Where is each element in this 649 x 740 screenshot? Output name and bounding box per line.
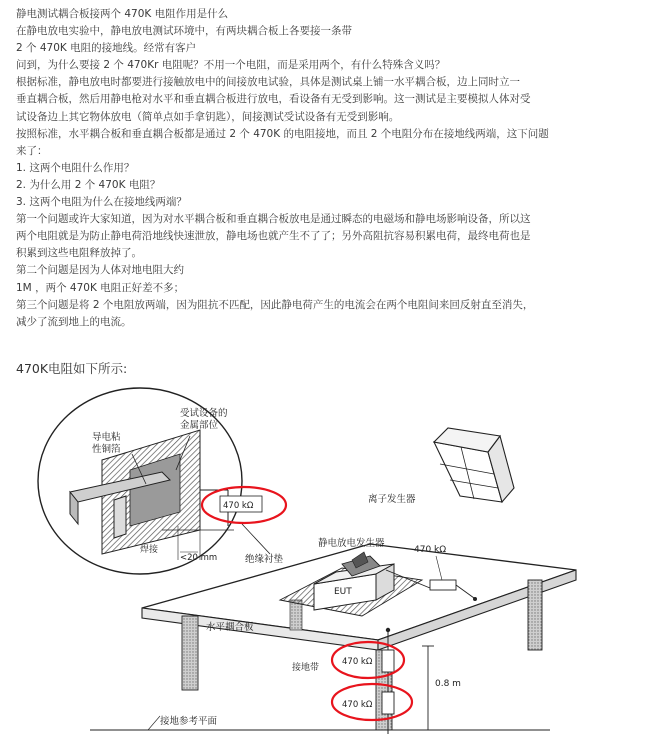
article-paragraph: 第二个问题是因为人体对地电阻大约: [16, 264, 184, 277]
conductive-tape-label-1: 导电粘: [92, 432, 121, 443]
article-paragraph: 问到，为什么要接 2 个 470Kr 电阻呢？不用一个电阻，而是采用两个，有什么特殊含义吗？: [16, 59, 446, 72]
metal-part-label-1: 受试设备的: [180, 408, 228, 419]
weld-label: 焊接: [140, 545, 159, 555]
ion-generator-label: 离子发生器: [368, 494, 416, 505]
conductive-tape-label-2: 性铜箔: [92, 444, 121, 455]
height-label: 0.8 m: [435, 679, 461, 689]
ground-strap-label: 接地带: [292, 663, 320, 673]
article-paragraph: 第一个问题或许大家知道，因为对水平耦合板和垂直耦合板放电是通过瞬态的电磁场和静电场影响设备，所以这: [16, 213, 531, 226]
lower-ground-resistor: [382, 692, 394, 714]
article-paragraph: 根据标准，静电放电时都要进行接触放电中的间接放电试验，具体是测试桌上铺一水平耦合板，边上同时立一: [16, 76, 520, 89]
question-item-1: 1. 这两个电阻什么作用？: [16, 161, 135, 174]
esd-setup-figure: [30, 384, 590, 736]
question-item-2: 2. 为什么用 2 个 470K 电阻？: [16, 178, 161, 191]
article-paragraph: 两个电阻就是为防止静电荷沿地线快速泄放，静电场也就产生不了了；另外高阻抗容易积累电荷，最终电荷也是: [16, 230, 531, 243]
lower-resistor-label: 470 kΩ: [342, 700, 373, 710]
eut-label: EUT: [334, 587, 352, 597]
hcp-label: 水平耦合板: [206, 622, 254, 633]
top-resistor: [430, 580, 456, 590]
article-paragraph: 垂直耦合板，然后用静电枪对水平和垂直耦合板进行放电，看设备有无受到影响。这一测试是主要模拟人体对受: [16, 93, 531, 106]
upper-resistor-label: 470 kΩ: [342, 657, 373, 667]
metal-part-label-2: 金属部位: [180, 420, 219, 431]
article-paragraph: 2 个 470K 电阻的接地线。经常有客户: [16, 42, 197, 55]
esd-generator-label: 静电放电发生器: [318, 538, 385, 549]
article-body: [16, 6, 640, 331]
distance-label: <20 mm: [180, 553, 218, 563]
article-paragraph: 1M ，两个 470K 电阻正好差不多；: [16, 281, 185, 294]
article-paragraph: 来了：: [16, 144, 48, 157]
ground-plane-label: 接地参考平面: [160, 716, 218, 727]
article-paragraph: 减少了流到地上的电流。: [16, 315, 132, 328]
article-paragraph: 第三个问题是将 2 个电阻放两端，因为阻抗不匹配，因此静电荷产生的电流会在两个电阻间来回反射直至消失，: [16, 298, 534, 311]
article-paragraph: 积累到这些电阻释放掉了。: [16, 247, 142, 260]
inset-resistor-label: 470 kΩ: [223, 501, 254, 511]
esd-setup-diagram: [30, 384, 590, 736]
insulation-pad-label: 绝缘衬垫: [245, 554, 284, 565]
top-resistor-label: 470 kΩ: [414, 545, 447, 555]
article-paragraph: 试设备边上其它物体放电（简单点如手拿钥匙），间接测试受试设备有无受到影响。: [16, 110, 400, 123]
ion-generator: [434, 428, 514, 502]
question-item-3: 3. 这两个电阻为什么在接地线两端？: [16, 196, 187, 209]
article-paragraph: 按照标准，水平耦合板和垂直耦合板都是通过 2 个 470K 的电阻接地，而且 2 个电阻分布在接地线两端，这下问题: [16, 127, 549, 140]
figure-heading: 470K电阻如下所示:: [16, 361, 128, 376]
upper-ground-resistor: [382, 650, 394, 672]
article-paragraph: 在静电放电实验中，静电放电测试环境中，有两块耦合板上各要接一条带: [16, 25, 352, 38]
article-title: 静电测试耦合板接两个 470K 电阻作用是什么: [16, 8, 229, 20]
